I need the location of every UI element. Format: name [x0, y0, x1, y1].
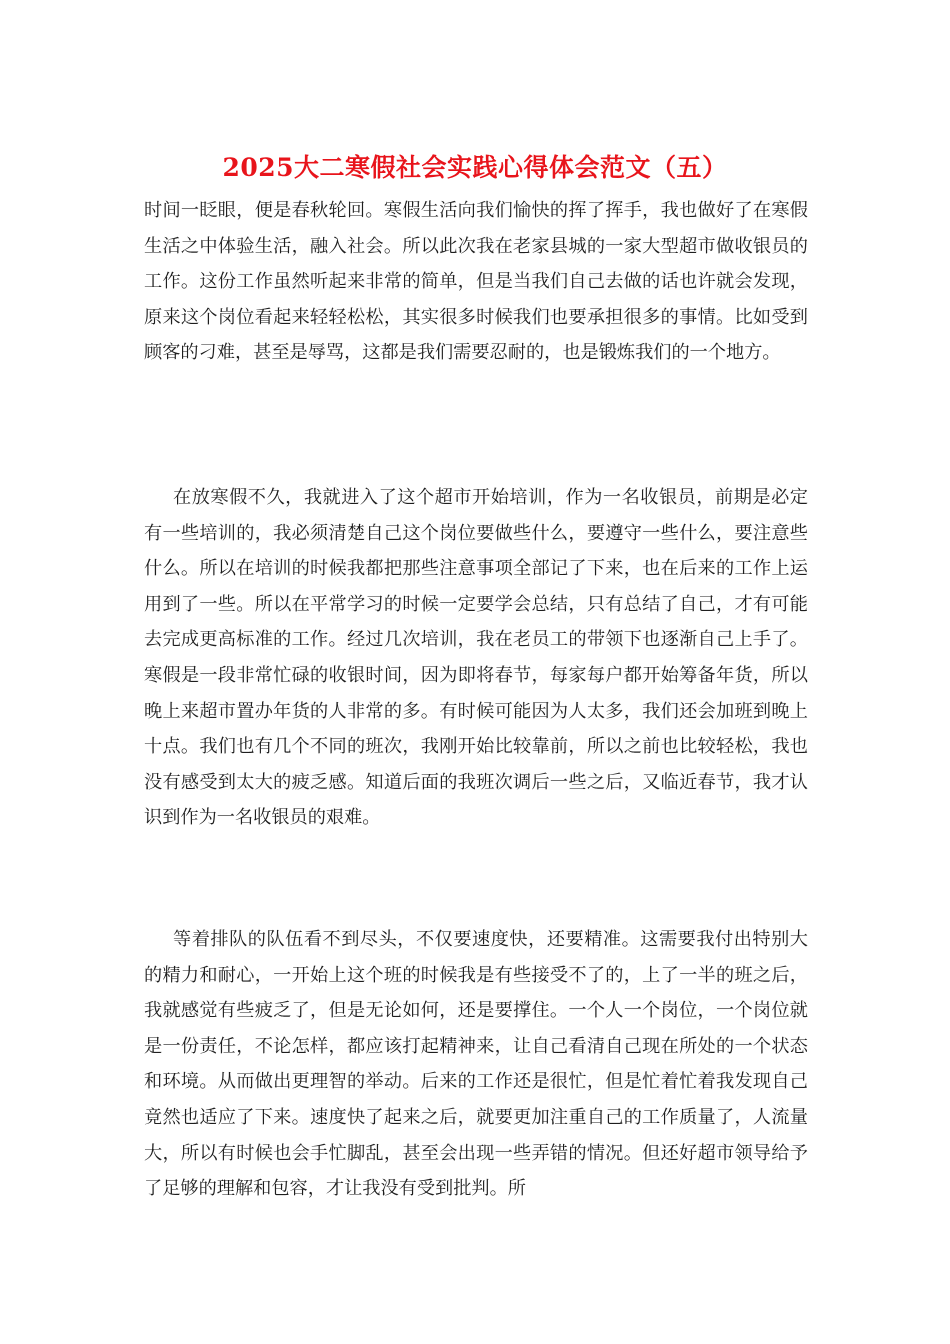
document-title: 2025大二寒假社会实践心得体会范文（五）: [222, 153, 728, 182]
paragraph-2: 在放寒假不久，我就进入了这个超市开始培训，作为一名收银员，前期是必定有一些培训的，我必须清楚自己这个岗位要做些什么，要遵守一些什么，要注意些什么。所以在培训的时候我都把那些注意事项全部记了下来，也在后来的工作上运用到了一些。所以在平常学习的时候一定要学会总结，只有总结了自己，才有可能去完成更高标准的工作。经过几次培训，我在老员工的带领下也逐渐自己上手了。寒假是一段非常忙碌的收银时间，因为即将春节，每家每户都开始筹备年货，所以晚上来超市置办年货的人非常的多。有时候可能因为人太多，我们还会加班到晚上十点。我们也有几个不同的班次，我刚开始比较靠前，所以之前也比较轻松，我也没有感受到太大的疲乏感。知道后面的我班次调后一些之后，又临近春节，我才认识到作为一名收银员的艰难。: [144, 487, 808, 829]
paragraph-1: 时间一眨眼，便是春秋轮回。寒假生活向我们愉快的挥了挥手，我也做好了在寒假生活之中体验生活，融入社会。所以此次我在老家县城的一家大型超市做收银员的工作。这份工作虽然听起来非常的简单，但是当我们自己去做的话也许就会发现，原来这个岗位看起来轻轻松松，其实很多时候我们也要承担很多的事情。比如受到顾客的刁难，甚至是辱骂，这都是我们需要忍耐的，也是锻炼我们的一个地方。: [144, 200, 808, 364]
paragraph-3: 等着排队的队伍看不到尽头，不仅要速度快，还要精准。这需要我付出特别大的精力和耐心，一开始上这个班的时候我是有些接受不了的，上了一半的班之后，我就感觉有些疲乏了，但是无论如何，还是要撑住。一个人一个岗位，一个岗位就是一份责任，不论怎样，都应该打起精神来，让自己看清自己现在所处的一个状态和环境。从而做出更理智的举动。后来的工作还是很忙，但是忙着忙着我发现自己竟然也适应了下来。速度快了起来之后，就要更加注重自己的工作质量了，人流量大，所以有时候也会手忙脚乱，甚至会出现一些弄错的情况。但还好超市领导给予了足够的理解和包容，才让我没有受到批判。所: [144, 929, 808, 1200]
